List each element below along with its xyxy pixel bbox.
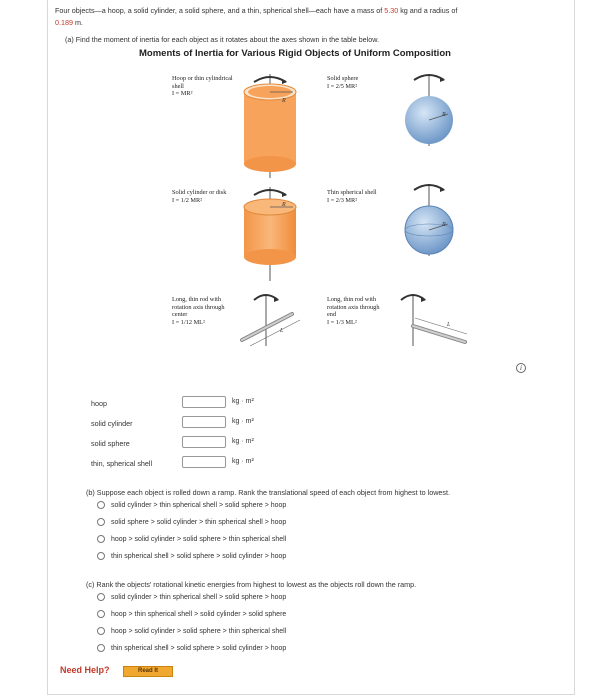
radio-button[interactable] (97, 593, 105, 601)
radio-button[interactable] (97, 518, 105, 526)
rod-end-cell-label: Long, thin rod with rotation axis through end I = 1/3 ML² (327, 296, 385, 326)
solid-sphere-formula: I = 2/5 MR² (327, 82, 358, 90)
rod-end-formula: I = 1/3 ML² (327, 318, 357, 326)
need-help-label: Need Help? (60, 665, 110, 675)
radio-button[interactable] (97, 552, 105, 560)
thin-shell-unit: kg · m² (232, 458, 254, 465)
sphere-radius-label: R (442, 112, 446, 118)
rod-center-cell-label: Long, thin rod with rotation axis through center I = 1/12 ML² (172, 296, 240, 326)
rod-center-length-label: L (280, 328, 284, 334)
part-b-prompt: (b) Suppose each object is rolled down a ramp. Rank the translational speed of each object from highest to lowest. (86, 488, 450, 497)
hoop-unit: kg · m² (232, 398, 254, 405)
part-b-option-2[interactable]: solid sphere > solid cylinder > thin spherical shell > hoop (97, 516, 286, 528)
radio-button[interactable] (97, 501, 105, 509)
part-a-prompt: (a) Find the moment of inertia for each object as it rotates about the axes shown in the table below. (65, 35, 380, 44)
thin-shell-cell-label: Thin spherical shell I = 2/3 MR² (327, 189, 387, 204)
solid-cylinder-inertia-input[interactable] (182, 416, 226, 428)
radio-button[interactable] (97, 610, 105, 618)
answer-label-solid-cylinder: solid cylinder (91, 419, 133, 428)
hoop-formula: I = MR² (172, 90, 193, 97)
thin-shell-figure (398, 180, 458, 260)
solid-sphere-unit: kg · m² (232, 438, 254, 445)
part-b-option-1[interactable]: solid cylinder > thin spherical shell > solid sphere > hoop (97, 499, 286, 511)
solid-cylinder-figure (238, 185, 304, 285)
radius-value: 0.189 (55, 18, 73, 27)
part-c-option-4[interactable]: thin spherical shell > solid sphere > solid cylinder > hoop (97, 642, 286, 654)
part-c-option-3[interactable]: hoop > solid cylinder > solid sphere > thin spherical shell (97, 625, 286, 637)
solid-sphere-inertia-input[interactable] (182, 436, 226, 448)
hoop-cell-label: Hoop or thin cylindrical shell I = MR² (172, 75, 242, 98)
mass-value: 5.30 (384, 6, 399, 15)
radio-button[interactable] (97, 644, 105, 652)
thin-shell-formula: I = 2/3 MR² (327, 196, 358, 204)
part-c-option-1[interactable]: solid cylinder > thin spherical shell > solid sphere > hoop (97, 591, 286, 603)
part-c-option-2[interactable]: hoop > thin spherical shell > solid cylinder > solid sphere (97, 608, 286, 620)
answer-label-hoop: hoop (91, 399, 107, 408)
part-c-prompt: (c) Rank the objects' rotational kinetic energies from highest to lowest as the objects roll down the ramp. (86, 580, 417, 589)
problem-statement-line2: 0.189 m. (55, 18, 83, 27)
part-b-option-4[interactable]: thin spherical shell > solid sphere > solid cylinder > hoop (97, 550, 286, 562)
part-b-option-3[interactable]: hoop > solid cylinder > solid sphere > thin spherical shell (97, 533, 286, 545)
rod-center-figure (236, 288, 316, 350)
info-icon[interactable]: i (516, 363, 526, 373)
answer-label-thin-shell: thin, spherical shell (91, 459, 153, 468)
answer-label-solid-sphere: solid sphere (91, 439, 130, 448)
radio-button[interactable] (97, 627, 105, 635)
radio-button[interactable] (97, 535, 105, 543)
solid-cylinder-unit: kg · m² (232, 418, 254, 425)
rod-end-figure (395, 288, 475, 350)
problem-statement: Four objects—a hoop, a solid cylinder, a solid sphere, and a thin, spherical shell—each have a mass of 5.30 kg and a radius of (55, 6, 458, 15)
cylinder-radius-label: R (282, 202, 286, 208)
shell-radius-label: R (442, 222, 446, 228)
thin-shell-inertia-input[interactable] (182, 456, 226, 468)
table-title: Moments of Inertia for Various Rigid Objects of Uniform Composition (139, 48, 451, 59)
read-it-button[interactable]: Read It (123, 666, 173, 677)
hoop-radius-label: R (282, 98, 286, 104)
rod-end-length-label: L (447, 322, 451, 328)
solid-sphere-cell-label: Solid sphere I = 2/5 MR² (327, 75, 387, 90)
solid-sphere-figure (398, 70, 458, 150)
solid-cylinder-formula: I = 1/2 MR² (172, 196, 203, 204)
hoop-figure (238, 70, 304, 180)
solid-cylinder-cell-label: Solid cylinder or disk I = 1/2 MR² (172, 189, 232, 204)
rod-center-formula: I = 1/12 ML² (172, 318, 205, 326)
hoop-inertia-input[interactable] (182, 396, 226, 408)
